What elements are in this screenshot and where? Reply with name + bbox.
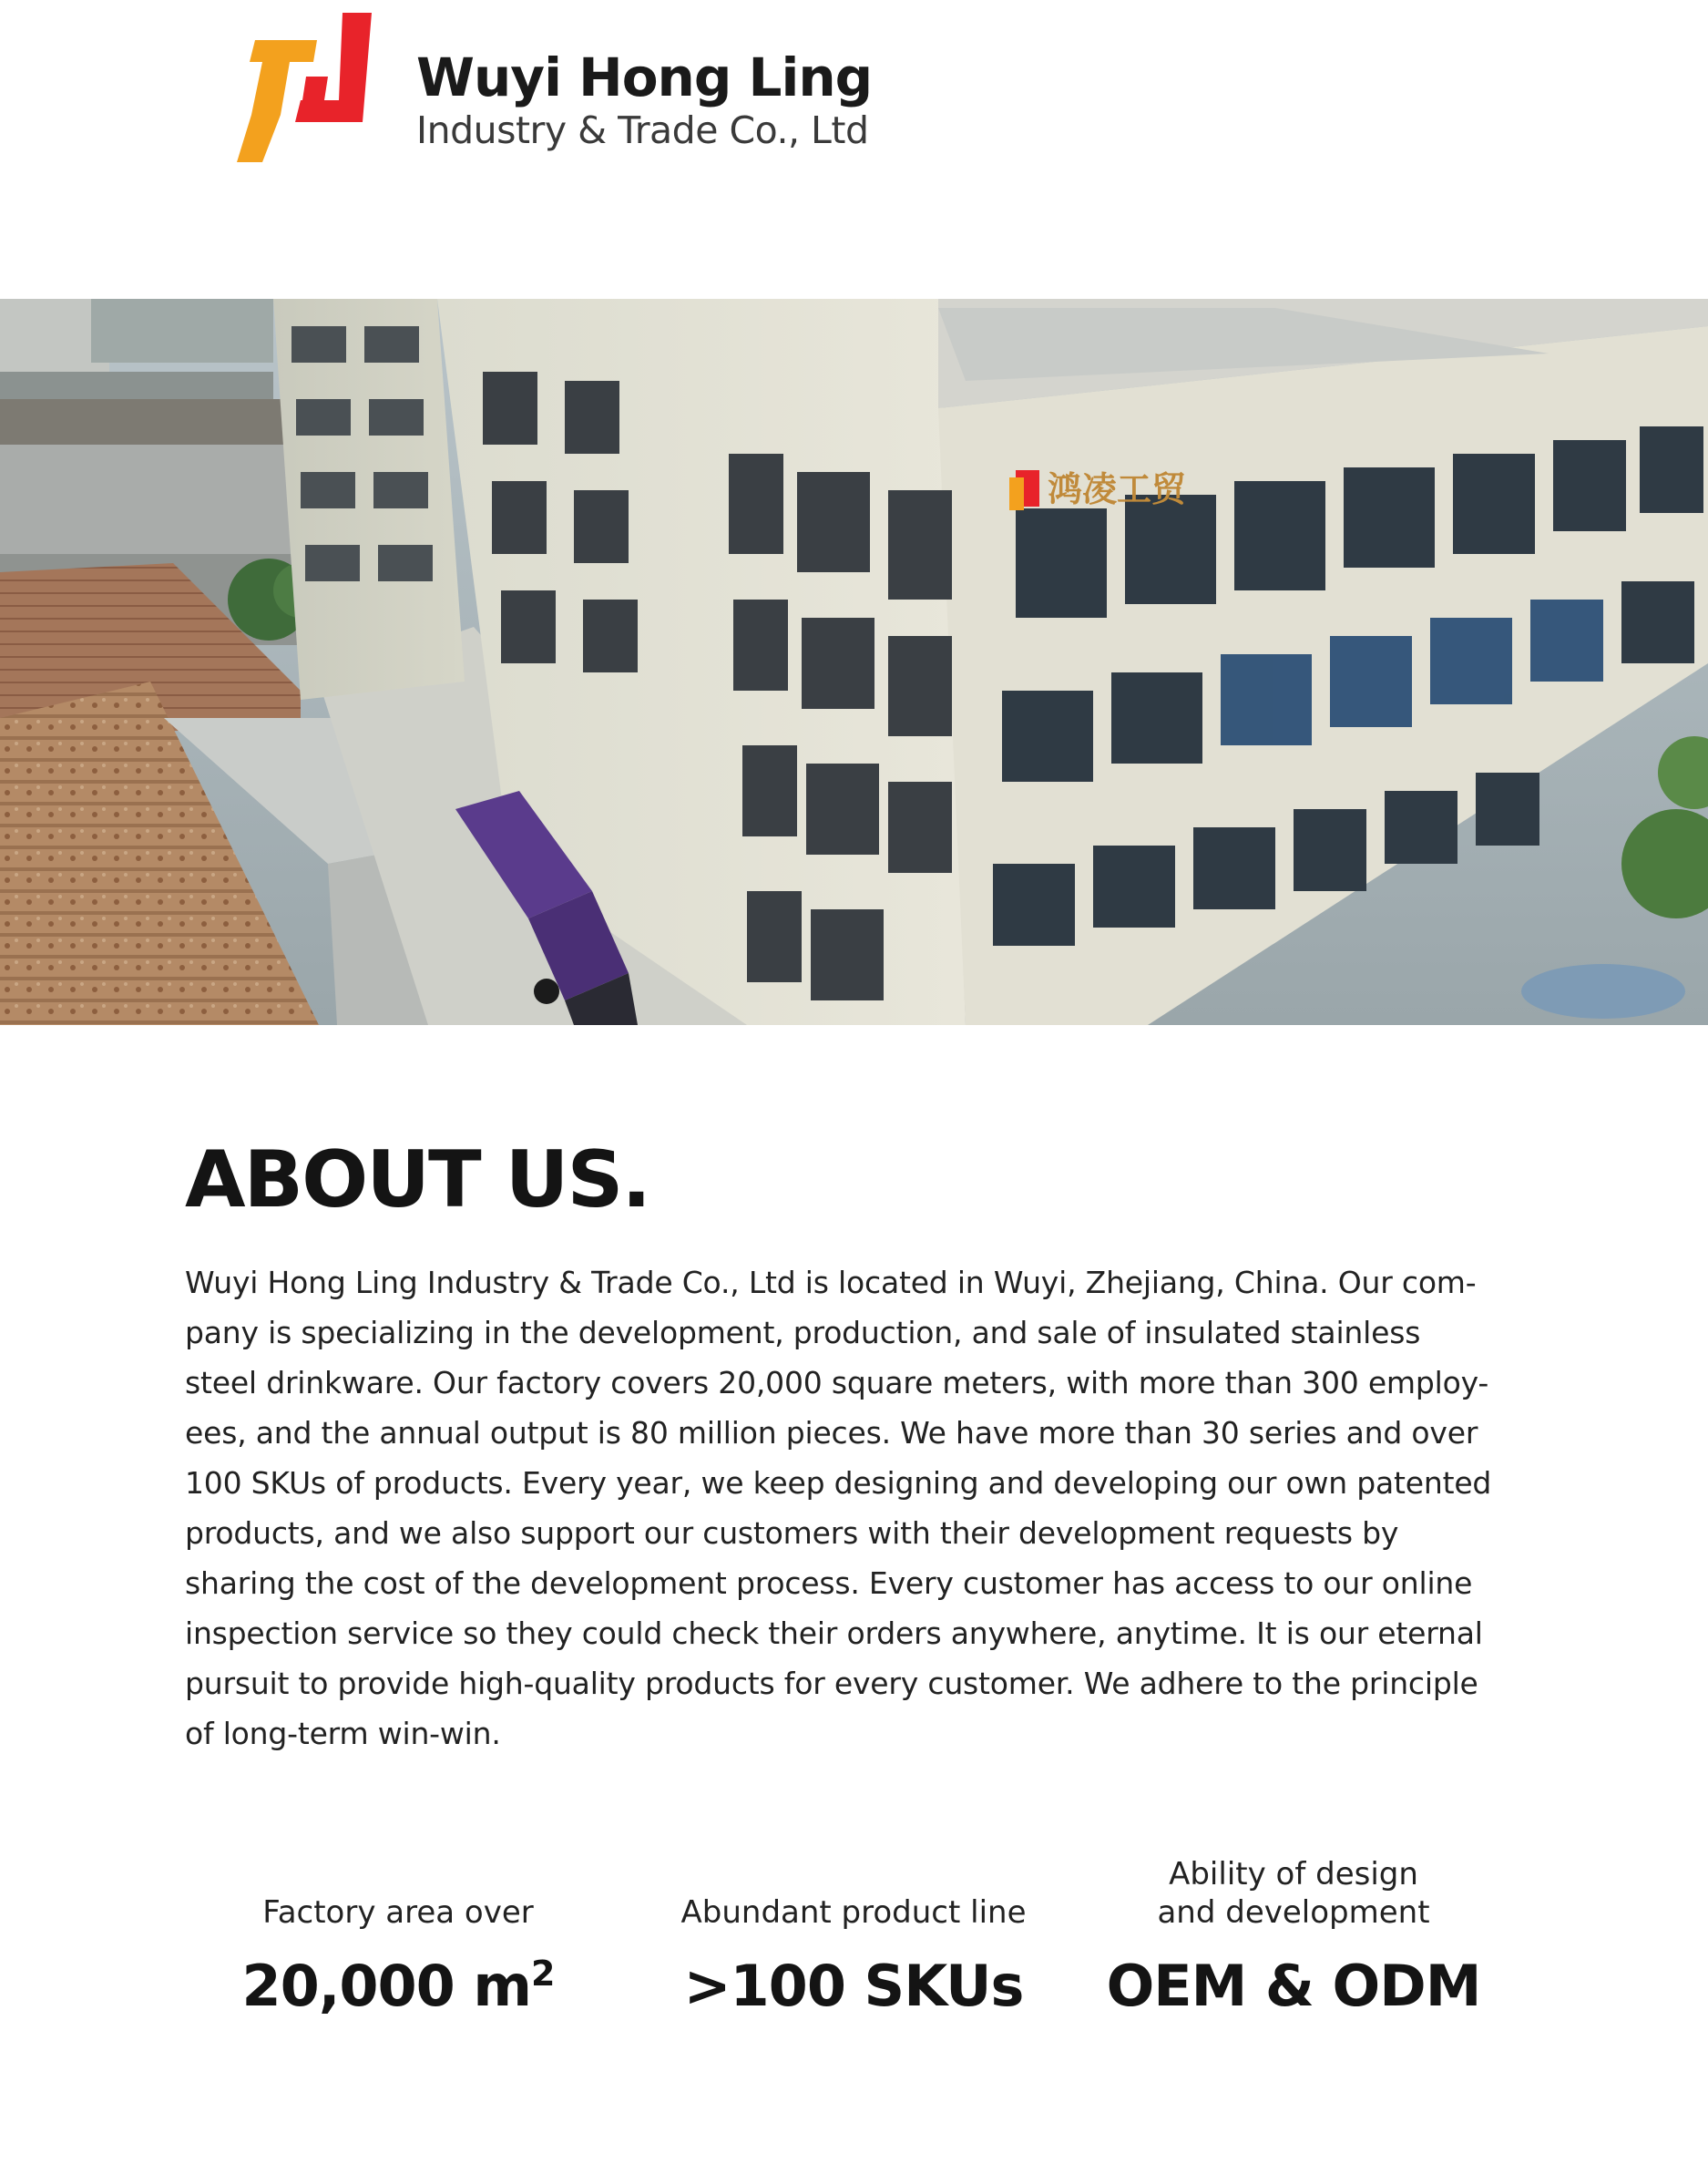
stat-label: [617, 1893, 1090, 1932]
building-sign: [1009, 469, 1187, 510]
stat-value-text: OEM & ODM: [1106, 1953, 1481, 2019]
stat-label-line: Ability of design: [1169, 1856, 1418, 1892]
hong-ling-logo-icon: [226, 13, 373, 162]
stat-value: [1057, 1950, 1530, 2023]
svg-text:鸿凌工贸: 鸿凌工贸: [1048, 469, 1187, 509]
about-line: of long-term win-win.: [185, 1716, 501, 1751]
stat-label-line: Abundant product line: [680, 1894, 1027, 1931]
stat-label: [1057, 1855, 1530, 1932]
about-line: ees, and the annual output is 80 million pieces. We have more than 30 series and over: [185, 1415, 1478, 1451]
stat-design-ability: [1057, 1856, 1530, 2023]
stat-value: [161, 1950, 635, 2023]
stat-label-line: Factory area over: [262, 1894, 534, 1931]
about-line: 100 SKUs of products. Every year, we keep designing and developing our own patented: [185, 1465, 1492, 1501]
header: [0, 0, 1708, 299]
about-paragraph: [185, 1257, 1542, 1759]
about-line: Wuyi Hong Ling Industry & Trade Co., Ltd is located in Wuyi, Zhejiang, China. Our com-: [185, 1265, 1477, 1300]
factory-building-photo-icon: [0, 299, 1708, 1025]
stat-product-line: [617, 1859, 1090, 2023]
about-line: pany is specializing in the development, production, and sale of insulated stainless: [185, 1315, 1421, 1350]
stat-label-line: and development: [1157, 1894, 1430, 1931]
hero-photo: [0, 299, 1708, 1025]
brand-name: Wuyi Hong Ling: [416, 46, 873, 108]
stat-factory-area: [161, 1859, 635, 2023]
about-line: pursuit to provide high-quality products for every customer. We adhere to the principle: [185, 1666, 1478, 1701]
about-line: inspection service so they could check their orders anywhere, anytime. It is our eternal: [185, 1615, 1483, 1651]
brand-subtitle: Industry & Trade Co., Ltd: [416, 108, 869, 152]
stat-value-text: 20,000 m: [241, 1953, 531, 2019]
about-line: steel drinkware. Our factory covers 20,000 square meters, with more than 300 employ-: [185, 1365, 1489, 1400]
about-title: ABOUT US.: [185, 1134, 650, 1226]
stat-label: [161, 1893, 635, 1932]
stat-value: [617, 1950, 1090, 2023]
about-line: products, and we also support our customers with their development requests by: [185, 1515, 1399, 1551]
brand-text: [416, 46, 872, 151]
about-line: sharing the cost of the development process. Every customer has access to our online: [185, 1565, 1473, 1601]
stat-value-text: >100 SKUs: [683, 1953, 1024, 2019]
stat-value-superscript: 2: [531, 1954, 555, 1994]
